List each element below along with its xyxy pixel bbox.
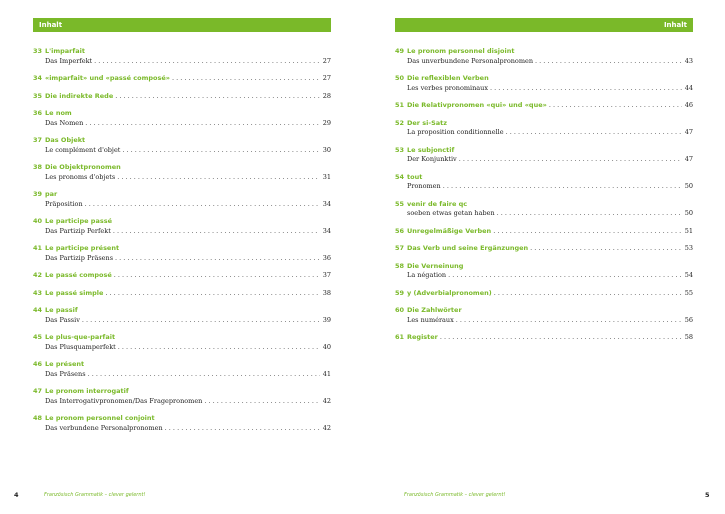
page-reference: 58 <box>684 333 693 341</box>
chapter-number: 57 <box>395 244 405 252</box>
chapter-subtitle: Das Interrogativpronomen/Das Fragepronomen <box>45 396 203 405</box>
book-footer: Französisch Grammatik – clever gelernt! <box>404 492 506 498</box>
chapter-title: Le subjonctif <box>407 145 455 154</box>
page-reference: 47 <box>684 155 693 163</box>
chapter-title: Register <box>407 333 438 341</box>
chapter-subtitle: Das Plusquamperfekt <box>45 342 116 351</box>
chapter-subtitle-line <box>45 343 331 353</box>
toc-entry <box>33 271 331 281</box>
chapter-number: 41 <box>33 244 43 252</box>
chapter-number: 50 <box>395 74 405 82</box>
chapter-subtitle: Das Präsens <box>45 369 86 378</box>
chapter-subtitle-line <box>45 119 331 129</box>
chapter-title: Le présent <box>45 360 85 368</box>
page-reference: 42 <box>322 396 331 405</box>
chapter-subtitle-line <box>45 397 331 407</box>
chapter-subtitle: Das Partizip Präsens <box>45 253 114 262</box>
chapter-number: 39 <box>33 190 43 198</box>
page-reference: 50 <box>684 182 693 190</box>
chapter-title: Die Verneinung <box>407 261 464 270</box>
chapter-number: 37 <box>33 136 43 144</box>
chapter-number: 46 <box>33 360 43 368</box>
chapter-number: 60 <box>395 306 405 314</box>
dot-leader <box>85 119 319 129</box>
toc-entry <box>395 119 693 138</box>
dot-leader <box>440 333 682 343</box>
dot-leader <box>530 244 682 254</box>
chapter-title: Le passé composé <box>45 271 112 279</box>
page-reference: 53 <box>684 244 693 252</box>
toc-entry <box>395 244 693 254</box>
chapter-title: Das Objekt <box>45 136 86 144</box>
chapter-title: Le pronom personnel conjoint <box>45 414 155 422</box>
chapter-number: 51 <box>395 101 405 109</box>
chapter-subtitle: Das unverbundene Personalpronomen <box>407 56 534 65</box>
page-reference: 27 <box>322 56 331 65</box>
chapter-subtitle-line <box>45 200 331 210</box>
chapter-subtitle: Les numéraux <box>407 315 454 324</box>
chapter-subtitle-line <box>45 424 331 434</box>
dot-leader <box>443 182 682 192</box>
chapter-title: L'imparfait <box>45 47 85 55</box>
dot-leader <box>494 289 682 299</box>
dot-leader <box>118 343 320 353</box>
dot-leader <box>82 316 320 326</box>
dot-leader <box>88 370 320 380</box>
chapter-subtitle: Les verbes pronominaux <box>407 83 489 92</box>
chapter-number: 53 <box>395 145 405 154</box>
toc-entry <box>395 47 693 66</box>
chapter-title: Das Verb und seine Ergänzungen <box>407 244 529 252</box>
chapter-number: 47 <box>33 387 43 395</box>
toc-list <box>395 47 693 351</box>
page-reference: 30 <box>322 145 331 154</box>
page-reference: 55 <box>684 288 693 297</box>
page-number: 5 <box>705 491 710 499</box>
chapter-subtitle: soeben etwas getan haben <box>407 209 495 217</box>
dot-leader <box>535 57 682 67</box>
chapter-number: 61 <box>395 333 405 341</box>
page-reference: 41 <box>322 369 331 378</box>
page-reference: 44 <box>684 83 693 92</box>
page-reference: 38 <box>322 288 331 297</box>
chapter-subtitle: Das Partizip Perfekt <box>45 226 111 235</box>
toc-entry <box>33 333 331 352</box>
chapter-number: 38 <box>33 163 43 171</box>
dot-leader <box>549 101 682 111</box>
chapter-number: 52 <box>395 118 405 127</box>
dot-leader <box>85 200 320 210</box>
toc-entry <box>33 92 331 102</box>
chapter-subtitle: Das verbundene Personalpronomen <box>45 423 163 432</box>
dot-leader <box>490 84 682 94</box>
chapter-subtitle-line <box>407 182 693 192</box>
chapter-title-line <box>407 227 693 237</box>
chapter-number: 34 <box>33 74 43 82</box>
chapter-title: Le pronom interrogatif <box>45 387 129 395</box>
toc-entry <box>33 217 331 236</box>
chapter-title: Die reflexiblen Verben <box>407 74 489 82</box>
chapter-subtitle-line <box>407 84 693 94</box>
dot-leader <box>115 254 320 264</box>
dot-leader <box>122 146 319 156</box>
chapter-title-line <box>407 289 693 299</box>
chapter-number: 33 <box>33 47 43 55</box>
toc-entry <box>395 306 693 325</box>
chapter-subtitle-line <box>407 57 693 67</box>
toc-entry <box>395 200 693 219</box>
chapter-title: Die Zahlwörter <box>407 306 462 314</box>
chapter-title-line <box>45 271 331 281</box>
chapter-title-line <box>45 74 331 84</box>
chapter-subtitle-line <box>407 271 693 281</box>
toc-entry <box>33 190 331 209</box>
chapter-title: Le plus-que-parfait <box>45 333 116 341</box>
dot-leader <box>448 271 682 281</box>
dot-leader <box>115 92 319 102</box>
chapter-subtitle: Der Konjunktiv <box>407 155 457 163</box>
toc-entry <box>395 227 693 237</box>
dot-leader <box>94 57 320 67</box>
chapter-title-line <box>45 289 331 299</box>
chapter-number: 45 <box>33 333 43 341</box>
page-reference: 37 <box>322 271 331 279</box>
page-reference: 51 <box>684 226 693 235</box>
dot-leader <box>459 155 682 165</box>
chapter-title: Der si-Satz <box>407 118 448 127</box>
chapter-title: Le participe passé <box>45 217 112 225</box>
toc-entry <box>33 47 331 66</box>
page-reference: 28 <box>322 91 331 100</box>
chapter-title: venir de faire qc <box>407 199 468 208</box>
chapter-subtitle: Das Nomen <box>45 118 84 127</box>
dot-leader <box>506 128 682 138</box>
chapter-subtitle: Les pronoms d'objets <box>45 172 116 181</box>
chapter-title-line <box>407 244 693 254</box>
book-footer: Französisch Grammatik – clever gelernt! <box>44 492 146 498</box>
toc-entry <box>33 163 331 182</box>
chapter-subtitle-line <box>45 316 331 326</box>
chapter-number: 42 <box>33 271 43 279</box>
chapter-subtitle-line <box>407 155 693 165</box>
page-reference: 36 <box>322 253 331 262</box>
chapter-subtitle-line <box>45 370 331 380</box>
chapter-number: 48 <box>33 414 43 422</box>
chapter-number: 54 <box>395 172 405 181</box>
page-reference: 50 <box>684 209 693 217</box>
chapter-title: Le passif <box>45 306 78 314</box>
toc-entry <box>395 262 693 281</box>
left-page <box>0 0 362 514</box>
chapter-title: Le participe présent <box>45 244 120 252</box>
page-number: 4 <box>14 491 19 499</box>
toc-entry <box>395 289 693 299</box>
dot-leader <box>165 424 320 434</box>
toc-entry <box>33 414 331 433</box>
toc-entry <box>33 387 331 406</box>
chapter-number: 44 <box>33 306 43 314</box>
chapter-number: 58 <box>395 261 405 270</box>
chapter-title-line <box>407 101 693 111</box>
chapter-subtitle: La proposition conditionnelle <box>407 128 504 136</box>
toc-header-bar: Inhalt <box>33 18 331 32</box>
chapter-number: 40 <box>33 217 43 225</box>
chapter-subtitle: La négation <box>407 271 447 279</box>
dot-leader <box>456 316 682 326</box>
chapter-number: 49 <box>395 47 405 55</box>
chapter-subtitle-line <box>45 57 331 67</box>
chapter-subtitle-line <box>45 254 331 264</box>
chapter-title: par <box>45 190 58 198</box>
chapter-title: y (Adverbialpronomen) <box>407 288 492 297</box>
toc-entry <box>33 74 331 84</box>
page-reference: 29 <box>322 118 331 127</box>
chapter-subtitle: Le complément d'objet <box>45 145 121 154</box>
chapter-subtitle-line <box>45 146 331 156</box>
page-reference: 47 <box>684 128 693 136</box>
chapter-number: 36 <box>33 109 43 117</box>
toc-entry <box>395 74 693 93</box>
toc-entry <box>33 289 331 299</box>
chapter-subtitle-line <box>407 128 693 138</box>
page-reference: 27 <box>322 74 331 82</box>
page-reference: 39 <box>322 315 331 324</box>
dot-leader <box>493 227 682 237</box>
dot-leader <box>117 173 319 183</box>
chapter-title: Le passé simple <box>45 288 104 297</box>
chapter-title-line <box>45 92 331 102</box>
toc-header-bar: Inhalt <box>395 18 693 32</box>
chapter-title: «imparfait» und «passé composé» <box>45 74 170 82</box>
page-reference: 42 <box>322 423 331 432</box>
dot-leader <box>497 209 682 219</box>
chapter-subtitle: Pronomen <box>407 182 441 190</box>
chapter-title: Le nom <box>45 109 72 117</box>
chapter-number: 56 <box>395 226 405 235</box>
chapter-subtitle-line <box>407 209 693 219</box>
page-reference: 31 <box>322 172 331 181</box>
chapter-number: 35 <box>33 91 43 100</box>
page-reference: 40 <box>322 342 331 351</box>
chapter-subtitle: Präposition <box>45 199 83 208</box>
dot-leader <box>204 397 319 407</box>
page-reference: 46 <box>684 101 693 109</box>
chapter-subtitle-line <box>407 316 693 326</box>
chapter-subtitle: Das Passiv <box>45 315 80 324</box>
page-reference: 34 <box>322 199 331 208</box>
toc-entry <box>395 101 693 111</box>
chapter-number: 55 <box>395 199 405 208</box>
chapter-title: Die Objektpronomen <box>45 163 121 171</box>
toc-entry <box>33 360 331 379</box>
dot-leader <box>114 271 320 281</box>
right-page <box>363 0 725 514</box>
chapter-subtitle: Das Imperfekt <box>45 56 93 65</box>
toc-entry <box>33 109 331 128</box>
chapter-title-line <box>407 333 693 343</box>
page-reference: 56 <box>684 315 693 324</box>
chapter-title: Die Relativpronomen «qui» und «que» <box>407 101 547 109</box>
dot-leader <box>172 74 320 84</box>
chapter-title: tout <box>407 172 423 181</box>
chapter-title: Unregelmäßige Verben <box>407 226 492 235</box>
chapter-number: 59 <box>395 288 405 297</box>
chapter-subtitle-line <box>45 173 331 183</box>
toc-list <box>33 47 331 441</box>
page-reference: 34 <box>322 226 331 235</box>
toc-entry <box>395 173 693 192</box>
chapter-subtitle-line <box>45 227 331 237</box>
toc-entry <box>395 146 693 165</box>
chapter-title: Le pronom personnel disjoint <box>407 47 515 55</box>
page-reference: 43 <box>684 56 693 65</box>
dot-leader <box>105 289 319 299</box>
chapter-number: 43 <box>33 288 43 297</box>
chapter-title: Die indirekte Rede <box>45 91 114 100</box>
toc-entry <box>33 244 331 263</box>
page-reference: 54 <box>684 271 693 279</box>
toc-entry <box>33 136 331 155</box>
toc-entry <box>395 333 693 343</box>
dot-leader <box>113 227 320 237</box>
toc-entry <box>33 306 331 325</box>
